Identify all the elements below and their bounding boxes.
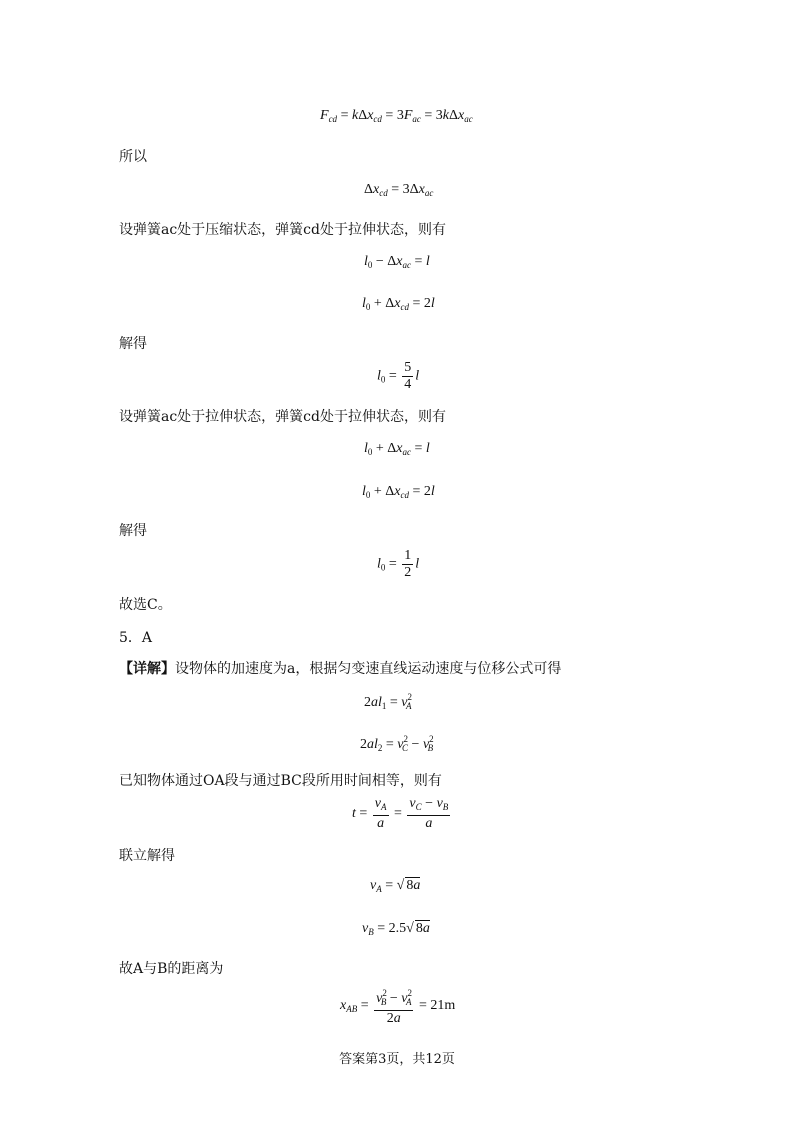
text-jiede-2: 解得 xyxy=(119,523,147,539)
text-answer-c: 故选C。 xyxy=(119,597,172,613)
detail-paragraph xyxy=(119,658,561,678)
equation-l0-half: $l_0$ = $\frac{1}{2}$ l xyxy=(377,548,420,580)
equation-xab: $x_{AB}$ = $\frac{v^2_B - v^2_A}{2a}$ = 21m xyxy=(340,985,455,1027)
detail-tag: 【详解】 xyxy=(119,661,175,677)
text-jiede-1: 解得 xyxy=(119,336,147,352)
text-lianli: 联立解得 xyxy=(119,848,175,864)
equation-2al2: $2al_2 = v^2_C - v^2_B$ xyxy=(360,734,434,753)
text-case-tension: 设弹簧ac处于拉伸状态，弹簧cd处于拉伸状态，则有 xyxy=(119,409,446,425)
equation-vb: $v_B = 2.5√$ 8a xyxy=(362,921,430,937)
question-5-answer: 5．A xyxy=(119,630,153,646)
equation-case1-a: $l_0 - \Delta x_{ac} = l$ xyxy=(364,254,430,270)
equation-case2-b: $l_0 + \Delta x_{cd} = 2l$ xyxy=(362,484,435,500)
text-case-compression: 设弹簧ac处于压缩状态，弹簧cd处于拉伸状态，则有 xyxy=(119,222,446,238)
detail-text: 设物体的加速度为a，根据匀变速直线运动速度与位移公式可得 xyxy=(175,661,562,677)
page-footer: 答案第3页，共12页 xyxy=(339,1052,455,1067)
text-known-equal-time: 已知物体通过OA段与通过BC段所用时间相等，则有 xyxy=(119,773,442,789)
text-distance-ab: 故A与B的距离为 xyxy=(119,961,224,977)
text-suoyi: 所以 xyxy=(119,149,147,165)
equation-l0-five-quarters: $l_0$ = $\frac{5}{4}$ l xyxy=(377,360,420,392)
equation-dx-ratio: $\Delta x_{cd} = 3\Delta x_{ac}$ xyxy=(364,182,434,198)
equation-case1-b: $l_0 + \Delta x_{cd} = 2l$ xyxy=(362,296,435,312)
equation-2al1: $2al_1 = v^2_A$ xyxy=(364,692,413,711)
equation-va: $v_A$ = √ 8a xyxy=(370,878,421,894)
equation-time: t = $\frac{v_A}{a}$ = $\frac{v_C - v_B}{a}$ xyxy=(352,796,449,831)
equation-case2-a: $l_0 + \Delta x_{ac} = l$ xyxy=(364,441,430,457)
equation-force: $F_{cd} = k\Delta x_{cd} = 3F_{ac} = 3k\Delta x_{ac}$ xyxy=(320,108,473,124)
